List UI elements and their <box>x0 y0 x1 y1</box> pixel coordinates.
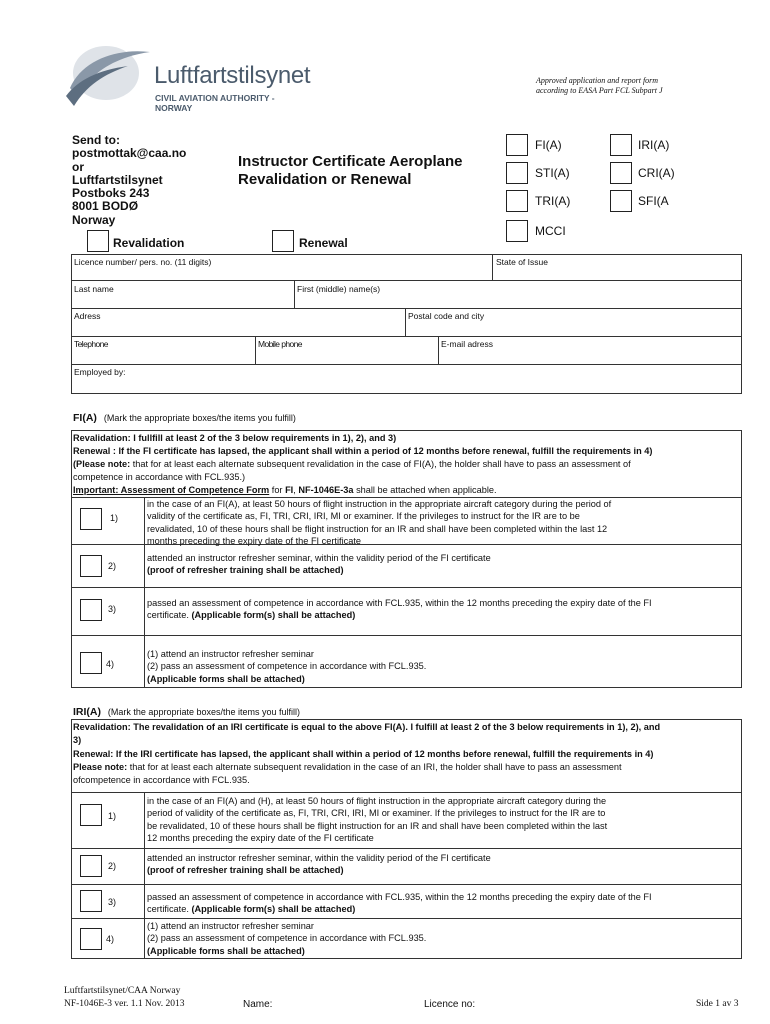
checkbox-revalidation[interactable] <box>87 230 109 252</box>
iri-revalidation-text-cont: 3) <box>73 735 82 745</box>
iri-item-4-number: 4) <box>106 934 115 944</box>
licence-number-field[interactable]: Licence number/ pers. no. (11 digits) <box>74 257 212 267</box>
fi-important-text: Important: Assessment of Competence Form for FI, NF-1046E-3a shall be attached when applicable. <box>73 485 497 495</box>
approval-line2: according to EASA Part FCL Subpart J <box>536 86 663 95</box>
send-to-line: or <box>72 159 84 174</box>
fi-note-text-cont: competence in accordance with FCL.935.) <box>73 472 246 482</box>
fi-item-3-checkbox[interactable] <box>80 599 102 621</box>
iri-revalidation-text: Revalidation: The revalidation of an IRI certificate is equal to the above FI(A). I fulfill at least 2 of the 3 below requirements in 1), 2), and <box>73 722 661 732</box>
email-field[interactable]: E-mail adress <box>441 339 493 349</box>
iri-item-3-number: 3) <box>108 897 117 907</box>
approval-note <box>536 76 663 96</box>
iri-item-1-text: in the case of an FI(A) and (H), at least 50 hours of flight instruction in the appropriate aircraft category during the period of validity of the certificate as, FI, TRI, CRI, IRI, MI or examiner. If the privileges to instruct for the IR are to be revalidated, 10 of these hours shall be flight instruction for an IR and shall have been completed within the last 12 months preceding the expiry date of the FI certificate <box>147 796 608 844</box>
last-name-field[interactable]: Last name <box>74 284 114 294</box>
label-revalidation: Revalidation <box>113 236 185 250</box>
fi-section-title: FI(A) (Mark the appropriate boxes/the items you fulfill) <box>73 412 296 424</box>
send-to-line: postmottak@caa.no <box>72 146 187 161</box>
employed-by-field[interactable]: Employed by: <box>74 367 126 377</box>
send-to-block <box>72 134 186 227</box>
approval-line1: Approved application and report form <box>536 76 659 85</box>
logo-swoosh-icon <box>62 40 152 110</box>
fi-item-3-number: 3) <box>108 604 117 614</box>
iri-item-1-number: 1) <box>108 811 117 821</box>
applicant-info-grid <box>71 254 742 394</box>
checkbox-renewal[interactable] <box>272 230 294 252</box>
footer-page-number: Side 1 av 3 <box>696 999 739 1009</box>
iri-item-3-text: passed an assessment of competence in accordance with FCL.935, within the 12 months preceding the expiry date of the FI certificate. (Applicable form(s) shall be attached) <box>147 892 652 915</box>
fi-item-4-text: (1) attend an instructor refresher seminar (2) pass an assessment of competence in accordance with FCL.935. (Applicable forms shall be attached) <box>147 649 427 684</box>
title-line2: Revalidation or Renewal <box>238 171 412 188</box>
label-iri: IRI(A) <box>638 138 670 152</box>
fi-item-2-checkbox[interactable] <box>80 555 102 577</box>
org-subtitle: CIVIL AVIATION AUTHORITY - NORWAY <box>155 93 275 113</box>
footer-name-label: Name: <box>243 999 273 1010</box>
send-to-line: Norway <box>72 212 116 227</box>
first-name-field[interactable]: First (middle) name(s) <box>297 284 381 294</box>
iri-item-2-number: 2) <box>108 861 117 871</box>
checkbox-cri[interactable] <box>610 162 632 184</box>
footer-form-id: NF-1046E-3 ver. 1.1 Nov. 2013 <box>64 999 185 1009</box>
checkbox-sti[interactable] <box>506 162 528 184</box>
form-title <box>238 153 463 189</box>
address-field[interactable]: Adress <box>74 311 101 321</box>
fi-revalidation-text: Revalidation: I fullfill at least 2 of the 3 below requirements in 1), 2), and 3) <box>73 433 397 443</box>
iri-note-text: Please note: that for at least each alternate subsequent revalidation in the case of an IRI, the holder shall have to pass an assessment <box>73 762 622 772</box>
label-mcci: MCCI <box>535 224 566 238</box>
label-sfi: SFI(A <box>638 194 669 208</box>
iri-renewal-text: Renewal: If the IRI certificate has lapsed, the applicant shall within a period of 12 months before renewal, fulfill the requirements in 4) <box>73 749 654 759</box>
checkbox-iri[interactable] <box>610 134 632 156</box>
label-renewal: Renewal <box>299 236 348 250</box>
title-line1: Instructor Certificate Aeroplane <box>238 153 463 170</box>
postal-field[interactable]: Postal code and city <box>408 311 485 321</box>
iri-note-text-cont: ofcompetence in accordance with FCL.935. <box>73 775 250 785</box>
fi-note-text: (Please note: that for at least each alternate subsequent revalidation in the case of FI(A), the holder shall have to pass an assessment of <box>73 459 631 469</box>
label-tri: TRI(A) <box>535 194 571 208</box>
checkbox-sfi[interactable] <box>610 190 632 212</box>
fi-item-1-number: 1) <box>110 513 119 523</box>
org-name: Luftfartstilsynet <box>154 62 311 89</box>
fi-item-2-text: attended an instructor refresher seminar, within the validity period of the FI certificate (proof of refresher training shall be attached) <box>147 553 491 576</box>
iri-section-title: IRI(A) (Mark the appropriate boxes/the items you fulfill) <box>73 706 301 718</box>
label-cri: CRI(A) <box>638 166 675 180</box>
send-to-heading: Send to: <box>72 133 120 147</box>
fi-item-1-text: in the case of an FI(A), at least 50 hours of flight instruction in the appropriate aircraft category during the period of validity of the certificate as, FI, TRI, CRI, IRI, MI or examiner. If the privileges to instruct for the IR are to be revalidated, 10 of these hours shall be flight instruction for an IR and shall have been completed within the last 12 months preceding the expiry date of the FI certificate <box>147 499 612 547</box>
checkbox-tri[interactable] <box>506 190 528 212</box>
iri-item-2-text: attended an instructor refresher seminar, within the validity period of the FI certificate (proof of refresher training shall be attached) <box>147 853 491 876</box>
fi-item-3-text: passed an assessment of competence in accordance with FCL.935, within the 12 months preceding the expiry date of the FI certificate. (Applicable form(s) shall be attached) <box>147 598 652 621</box>
label-fi: FI(A) <box>535 138 562 152</box>
logo <box>62 40 312 113</box>
send-to-line: Luftfartstilsynet <box>72 172 163 187</box>
footer-licence-label: Licence no: <box>424 999 476 1010</box>
iri-item-2-checkbox[interactable] <box>80 855 102 877</box>
fi-item-2-number: 2) <box>108 561 117 571</box>
checkbox-mcci[interactable] <box>506 220 528 242</box>
iri-item-4-text: (1) attend an instructor refresher seminar (2) pass an assessment of competence in accordance with FCL.935. (Applicable forms shall be attached) <box>147 921 427 956</box>
label-sti: STI(A) <box>535 166 570 180</box>
send-to-line: 8001 BODØ <box>72 199 139 214</box>
footer-org: Luftfartstilsynet/CAA Norway <box>64 986 181 996</box>
telephone-field[interactable]: Telephone <box>74 339 108 349</box>
state-of-issue-field[interactable]: State of Issue <box>496 257 548 267</box>
fi-renewal-text: Renewal : If the FI certificate has lapsed, the applicant shall within a period of 12 months before renewal, fulfill the requirements in 4) <box>73 446 653 456</box>
iri-item-4-checkbox[interactable] <box>80 928 102 950</box>
mobile-field[interactable]: Mobile phone <box>258 339 302 349</box>
send-to-line: Postboks 243 <box>72 186 150 201</box>
fi-item-4-number: 4) <box>106 659 115 669</box>
fi-item-4-checkbox[interactable] <box>80 652 102 674</box>
checkbox-fi[interactable] <box>506 134 528 156</box>
fi-item-1-checkbox[interactable] <box>80 508 102 530</box>
iri-item-3-checkbox[interactable] <box>80 890 102 912</box>
iri-item-1-checkbox[interactable] <box>80 804 102 826</box>
